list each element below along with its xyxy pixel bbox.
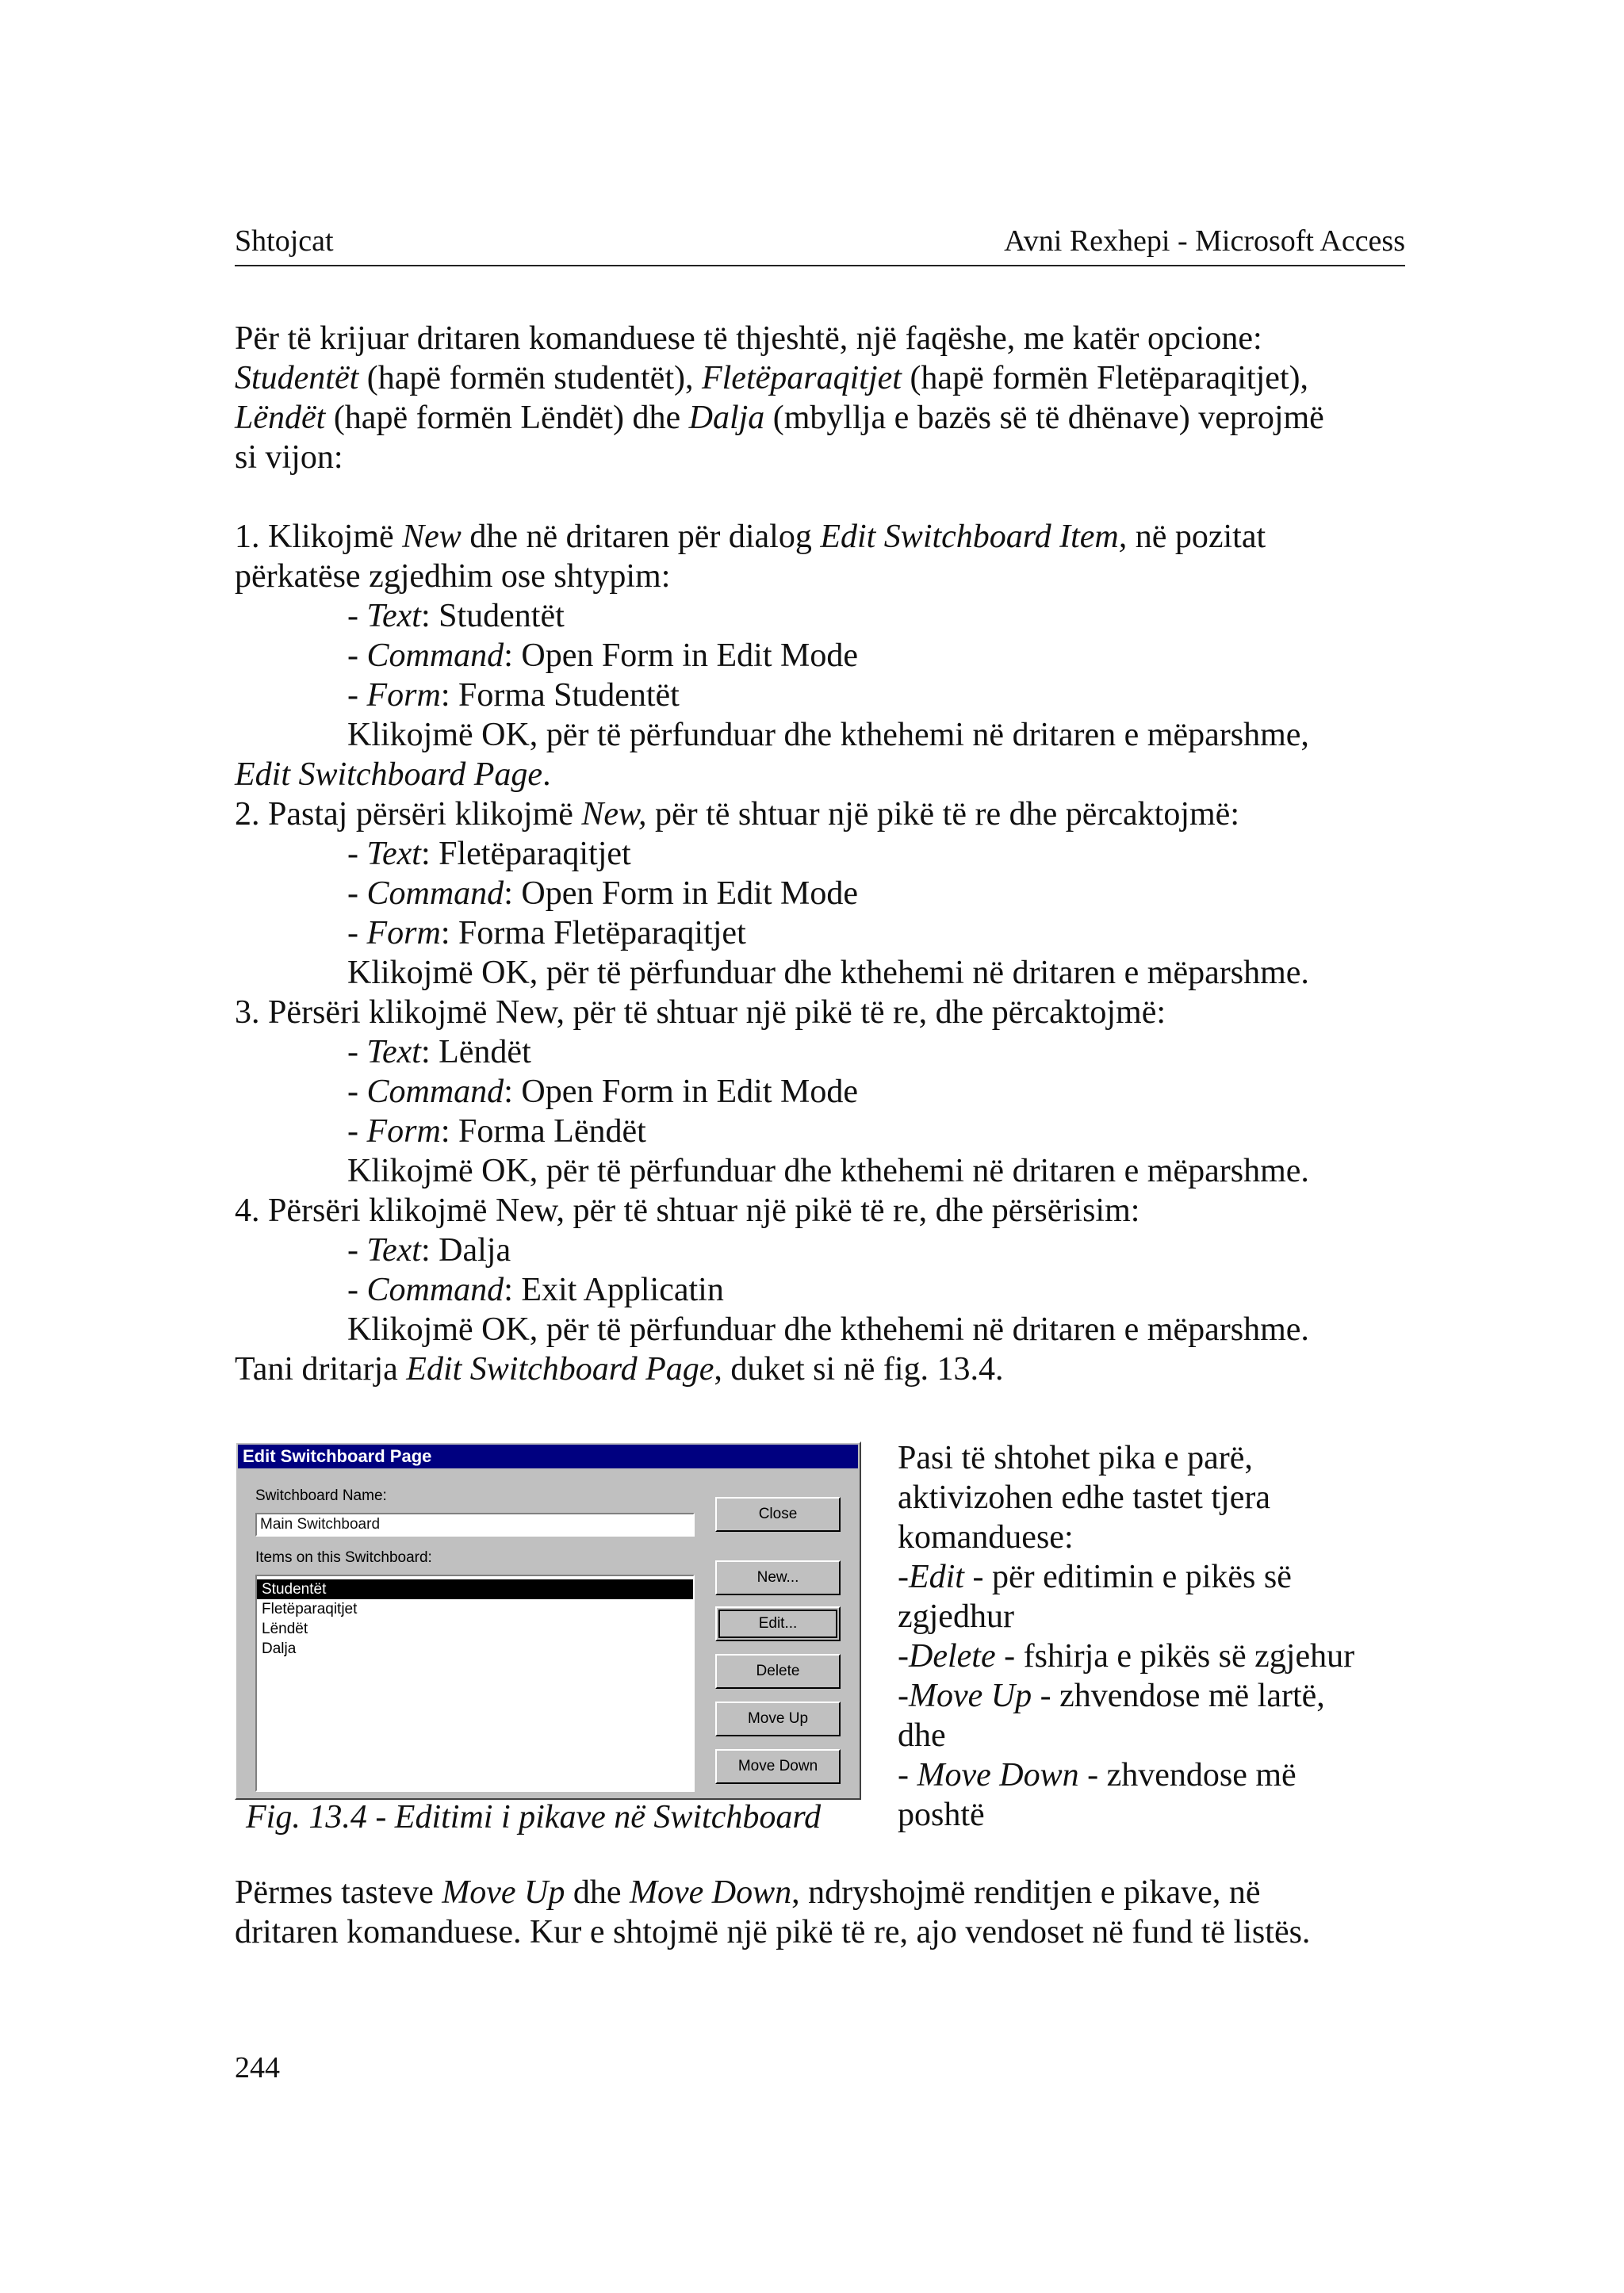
list-item[interactable]: Fletëparaqitjet bbox=[262, 1601, 358, 1617]
step1-form: - Form: Forma Studentët bbox=[347, 677, 680, 714]
dialog-title: Edit Switchboard Page bbox=[238, 1445, 858, 1468]
side-line-4: -Edit - për editimin e pikës së bbox=[898, 1559, 1292, 1595]
move-down-button[interactable]: Move Down bbox=[715, 1749, 841, 1784]
side-line-10: poshtë bbox=[898, 1797, 985, 1833]
closing-line-1: Përmes tasteve Move Up dhe Move Down, ndryshojmë renditjen e pikave, në bbox=[235, 1874, 1261, 1911]
delete-button[interactable]: Delete bbox=[715, 1654, 841, 1689]
intro-line-1: Për të krijuar dritaren komanduese të thjeshtë, një faqëshe, me katër opcione: bbox=[235, 320, 1262, 357]
intro-line-4: si vijon: bbox=[235, 439, 343, 476]
new-button[interactable]: New... bbox=[715, 1560, 841, 1595]
side-line-8: dhe bbox=[898, 1717, 946, 1754]
side-line-6: -Delete - fshirja e pikës së zgjehur bbox=[898, 1638, 1355, 1675]
step3-text: - Text: Lëndët bbox=[347, 1034, 531, 1070]
step3-ok: Klikojmë OK, për të përfunduar dhe kthehemi në dritaren e mëparshme. bbox=[347, 1153, 1309, 1189]
side-line-3: komanduese: bbox=[898, 1519, 1074, 1556]
step2-line-1: 2. Pastaj përsëri klikojmë New, për të shtuar një pikë të re dhe përcaktojmë: bbox=[235, 796, 1239, 833]
step1-text: - Text: Studentët bbox=[347, 598, 565, 634]
intro-line-2: Studentët (hapë formën studentët), Fletëparaqitjet (hapë formën Fletëparaqitjet), bbox=[235, 360, 1309, 396]
side-line-1: Pasi të shtohet pika e parë, bbox=[898, 1440, 1253, 1476]
step2-form: - Form: Forma Fletëparaqitjet bbox=[347, 915, 746, 951]
side-line-9: - Move Down - zhvendose më bbox=[898, 1757, 1297, 1793]
switchboard-name-label: Switchboard Name: bbox=[255, 1487, 387, 1504]
side-line-2: aktivizohen edhe tastet tjera bbox=[898, 1480, 1270, 1516]
list-item[interactable]: Lëndët bbox=[262, 1621, 308, 1637]
list-item[interactable]: Dalja bbox=[262, 1640, 297, 1657]
closing-line-2: dritaren komanduese. Kur e shtojmë një pikë të re, ajo vendoset në fund të listës. bbox=[235, 1914, 1311, 1950]
step2-ok: Klikojmë OK, për të përfunduar dhe kthehemi në dritaren e mëparshme. bbox=[347, 955, 1309, 991]
step2-command: - Command: Open Form in Edit Mode bbox=[347, 875, 858, 912]
step4-ok: Klikojmë OK, për të përfunduar dhe kthehemi në dritaren e mëparshme. bbox=[347, 1311, 1309, 1348]
step1-command: - Command: Open Form in Edit Mode bbox=[347, 637, 858, 674]
step2-text: - Text: Fletëparaqitjet bbox=[347, 836, 631, 872]
step3-line-1: 3. Përsëri klikojmë New, për të shtuar një pikë të re, dhe përcaktojmë: bbox=[235, 994, 1166, 1031]
intro-line-3: Lëndët (hapë formën Lëndët) dhe Dalja (mbyllja e bazës së të dhënave) veprojmë bbox=[235, 400, 1324, 436]
side-line-7: -Move Up - zhvendose më lartë, bbox=[898, 1678, 1325, 1714]
step4-line-1: 4. Përsëri klikojmë New, për të shtuar një pikë të re, dhe përsërisim: bbox=[235, 1192, 1140, 1229]
switchboard-name-input[interactable]: Main Switchboard bbox=[255, 1513, 695, 1537]
header-rule bbox=[235, 265, 1405, 266]
step3-form: - Form: Forma Lëndët bbox=[347, 1113, 646, 1150]
running-header-left: Shtojcat bbox=[235, 224, 334, 258]
edit-switchboard-page-dialog bbox=[235, 1441, 861, 1800]
figure-caption: Fig. 13.4 - Editimi i pikave në Switchboard bbox=[246, 1799, 822, 1836]
running-header-right: Avni Rexhepi - Microsoft Access bbox=[1004, 224, 1405, 258]
items-list[interactable] bbox=[255, 1575, 695, 1792]
move-up-button[interactable]: Move Up bbox=[715, 1702, 841, 1736]
step1-ok-tail: Edit Switchboard Page. bbox=[235, 756, 551, 793]
step3-command: - Command: Open Form in Edit Mode bbox=[347, 1074, 858, 1110]
step4-text: - Text: Dalja bbox=[347, 1232, 511, 1269]
close-button[interactable]: Close bbox=[715, 1497, 841, 1532]
edit-button[interactable]: Edit... bbox=[715, 1606, 841, 1641]
items-label: Items on this Switchboard: bbox=[255, 1549, 432, 1566]
figure-reference: Tani dritarja Edit Switchboard Page, duket si në fig. 13.4. bbox=[235, 1351, 1004, 1388]
list-item[interactable]: Studentët bbox=[257, 1579, 693, 1599]
page-number: 244 bbox=[235, 2051, 280, 2084]
step1-line-2: përkatëse zgjedhim ose shtypim: bbox=[235, 558, 671, 595]
side-line-5: zgjedhur bbox=[898, 1598, 1014, 1635]
step4-command: - Command: Exit Applicatin bbox=[347, 1272, 724, 1308]
step1-line-1: 1. Klikojmë New dhe në dritaren për dialog Edit Switchboard Item, në pozitat bbox=[235, 519, 1266, 555]
step1-ok: Klikojmë OK, për të përfunduar dhe kthehemi në dritaren e mëparshme, bbox=[347, 717, 1309, 753]
